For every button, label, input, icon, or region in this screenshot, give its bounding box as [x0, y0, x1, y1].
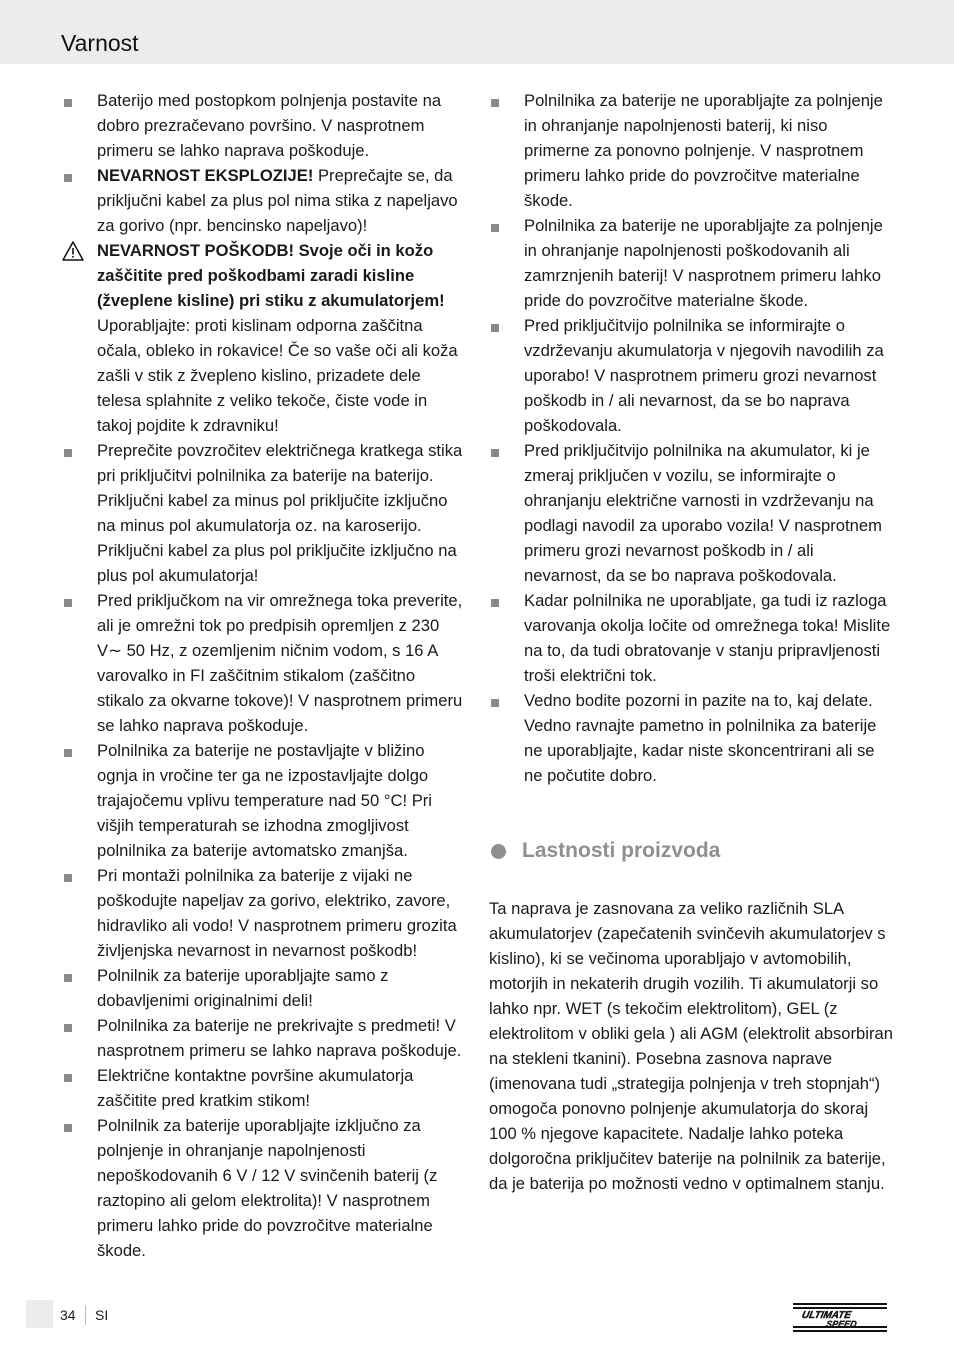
bullet-item: [62, 963, 466, 1013]
square-bullet-icon: [64, 1024, 72, 1032]
bullet-item: [62, 1063, 466, 1113]
square-bullet-icon: [64, 599, 72, 607]
square-bullet-icon: [64, 99, 72, 107]
body-text: Baterijo med postopkom polnjenja postavite na dobro prezračevano površino. V nasprotnem primeru se lahko naprava poškoduje.: [97, 91, 442, 160]
body-text: Uporabljajte: proti kislinam odporna zaščitna očala, obleko in rokavice! Če so vaše oči ali koža zašli v stik z žvepleno kislino, prizadete dele telesa splahnite z veliko tekoče, čiste vode in takoj pojdite k zdravniku!: [97, 316, 458, 435]
bullet-item: [489, 213, 893, 313]
square-bullet-icon: [64, 174, 72, 182]
body-text: Polnilnika za baterije ne uporabljajte za polnjenje in ohranjanje napolnjenosti baterij, ki niso primerne za ponovno polnjenje. V nasprotnem primeru lahko pride do povzročitve materialne škode.: [524, 91, 883, 210]
footer-marker: [26, 1300, 53, 1328]
bullet-item: [62, 1013, 466, 1063]
square-bullet-icon: [64, 974, 72, 982]
square-bullet-icon: [491, 699, 499, 707]
section-heading: [489, 836, 893, 866]
body-text: Vedno bodite pozorni in pazite na to, kaj delate. Vedno ravnajte pametno in polnilnika za baterije ne uporabljajte, kadar niste skoncentrirani ali se ne počutite dobro.: [524, 691, 877, 785]
ultimate-speed-logo: [791, 1301, 891, 1333]
bullet-item: [489, 588, 893, 688]
logo-text-line2: SPEED: [825, 1319, 858, 1329]
square-bullet-icon: [491, 449, 499, 457]
bullet-item: [62, 1113, 466, 1263]
bullet-item: [62, 588, 466, 738]
bullet-item: [489, 88, 893, 213]
bullet-item: [489, 438, 893, 588]
left-column: [62, 88, 466, 1263]
square-bullet-icon: [64, 1074, 72, 1082]
body-text: Pred priključkom na vir omrežnega toka preverite, ali je omrežni tok po predpisih opremljen z 230 V∼ 50 Hz, z ozemljenim ničnim vodom, s 16 A varovalko in FI zaščitnim stikalom (zaščitno stikalo za okvarne tokove)! V nasprotnem primeru se lahko naprava poškoduje.: [97, 591, 463, 735]
language-code: SI: [95, 1307, 109, 1323]
page-number: 34: [60, 1307, 76, 1323]
bold-text: NEVARNOST EKSPLOZIJE!: [97, 166, 314, 185]
page-header-bar: [0, 0, 954, 64]
body-text: Polnilnik za baterije uporabljajte samo z dobavljenimi originalnimi deli!: [97, 966, 389, 1010]
warning-triangle-icon: [62, 241, 84, 261]
bullet-item: [62, 438, 466, 588]
bullet-item: [62, 863, 466, 963]
body-text: Polnilnika za baterije ne prekrivajte s predmeti! V nasprotnem primeru se lahko naprava poškoduje.: [97, 1016, 462, 1060]
section-paragraph: Ta naprava je zasnovana za veliko različnih SLA akumulatorjev (zapečatenih svinčevih akumulatorjev s kislino), ki se večinoma uporabljajo v avtomobilih, motorjih in nekaterih drugih vozilih. Ti akumulatorji so lahko npr. WET (s tekočim elektrolitom), GEL (z elektrolitom v obliki gela ) ali AGM (elektrolit absorbiran na stekleni tkanini). Posebna zasnova naprave (imenovana tudi „strategija polnjenja v treh stopnjah“) omogoča ponovno polnjenje akumulatorja do skoraj 100 % njegove kapacitete. Nadalje lahko poteka dolgoročna priključitev baterije na polnilnik za baterije, da je baterija po možnosti vedno v optimalnem stanju.: [489, 899, 893, 1193]
body-text: Pred priključitvijo polnilnika se informirajte o vzdrževanju akumulatorja v njegovih navodilih za uporabo! V nasprotnem primeru grozi nevarnost poškodb in / ali nevarnost, da se bo naprava poškodovala.: [524, 316, 884, 435]
bullet-item: [489, 688, 893, 788]
body-text: Pred priključitvijo polnilnika na akumulator, ki je zmeraj priključen v vozilu, se informirajte o ohranjanju električne varnosti in vzdrževanju na podlagi navodil za uporabo vozila! V nasprotnem primeru grozi nevarnost poškodb in / ali nevarnost, da se bo naprava poškodovala.: [524, 441, 882, 585]
square-bullet-icon: [64, 449, 72, 457]
square-bullet-icon: [64, 749, 72, 757]
section-heading-text: Lastnosti proizvoda: [522, 839, 721, 862]
body-text: Pri montaži polnilnika za baterije z vijaki ne poškodujte napeljav za gorivo, elektriko, zavore, hidravliko ali vodo! V nasprotnem primeru grozita življenjska nevarnost in nevarnost poškodb!: [97, 866, 457, 960]
body-text: Polnilnika za baterije ne postavljajte v bližino ognja in vročine ter ga ne izpostavljajte dolgo trajajočemu vplivu temperature nad 50 °C! Pri višjih temperaturah se izhodna zmogljivost polnilnika za baterije avtomatsko zmanjša.: [97, 741, 432, 860]
square-bullet-icon: [491, 599, 499, 607]
body-text: Električne kontaktne površine akumulatorja zaščitite pred kratkim stikom!: [97, 1066, 414, 1110]
footer-divider: [85, 1305, 86, 1325]
logo-text-line1: ULTIMATE: [800, 1310, 853, 1321]
body-text: Polnilnik za baterije uporabljajte izključno za polnjenje in ohranjanje napolnjenosti nepoškodovanih 6 V / 12 V svinčenih baterij (z raztopino ali gelom elektrolita)! V nasprotnem primeru lahko pride do povzročitve materialne škode.: [97, 1116, 438, 1260]
bullet-item: [62, 163, 466, 238]
square-bullet-icon: [491, 224, 499, 232]
right-column: [489, 88, 893, 1213]
heading-bullet-icon: [491, 844, 506, 859]
warning-item: [62, 238, 466, 438]
square-bullet-icon: [491, 324, 499, 332]
bullet-item: [489, 313, 893, 438]
bold-text: NEVARNOST POŠKODB! Svoje oči in kožo zaščitite pred poškodbami zaradi kisline (žveplene kisline) pri stiku z akumulatorjem!: [97, 241, 445, 310]
right-item-list: [489, 88, 893, 788]
bullet-item: [62, 738, 466, 863]
square-bullet-icon: [64, 874, 72, 882]
body-text: Polnilnika za baterije ne uporabljajte za polnjenje in ohranjanje napolnjenosti poškodovanih ali zamrznjenih baterij! V nasprotnem primeru lahko pride do povzročitve materialne škode.: [524, 216, 883, 310]
square-bullet-icon: [64, 1124, 72, 1132]
body-text: Preprečajte se, da priključni kabel za plus pol nima stika z napeljavo za gorivo (npr. bencinsko napeljavo)!: [97, 166, 458, 235]
page-title: Varnost: [61, 30, 139, 56]
square-bullet-icon: [491, 99, 499, 107]
body-text: Kadar polnilnika ne uporabljate, ga tudi iz razloga varovanja okolja ločite od omrežnega toka! Mislite na to, da tudi obratovanje v stanju pripravljenosti troši električni tok.: [524, 591, 891, 685]
bullet-item: [62, 88, 466, 163]
body-text: Preprečite povzročitev električnega kratkega stika pri priključitvi polnilnika za baterije na baterijo. Priključni kabel za minus pol priključite izključno na minus pol akumulatorja oz. na karoserijo. Priključni kabel za plus pol priključite izključno na plus pol akumulatorja!: [97, 441, 463, 585]
